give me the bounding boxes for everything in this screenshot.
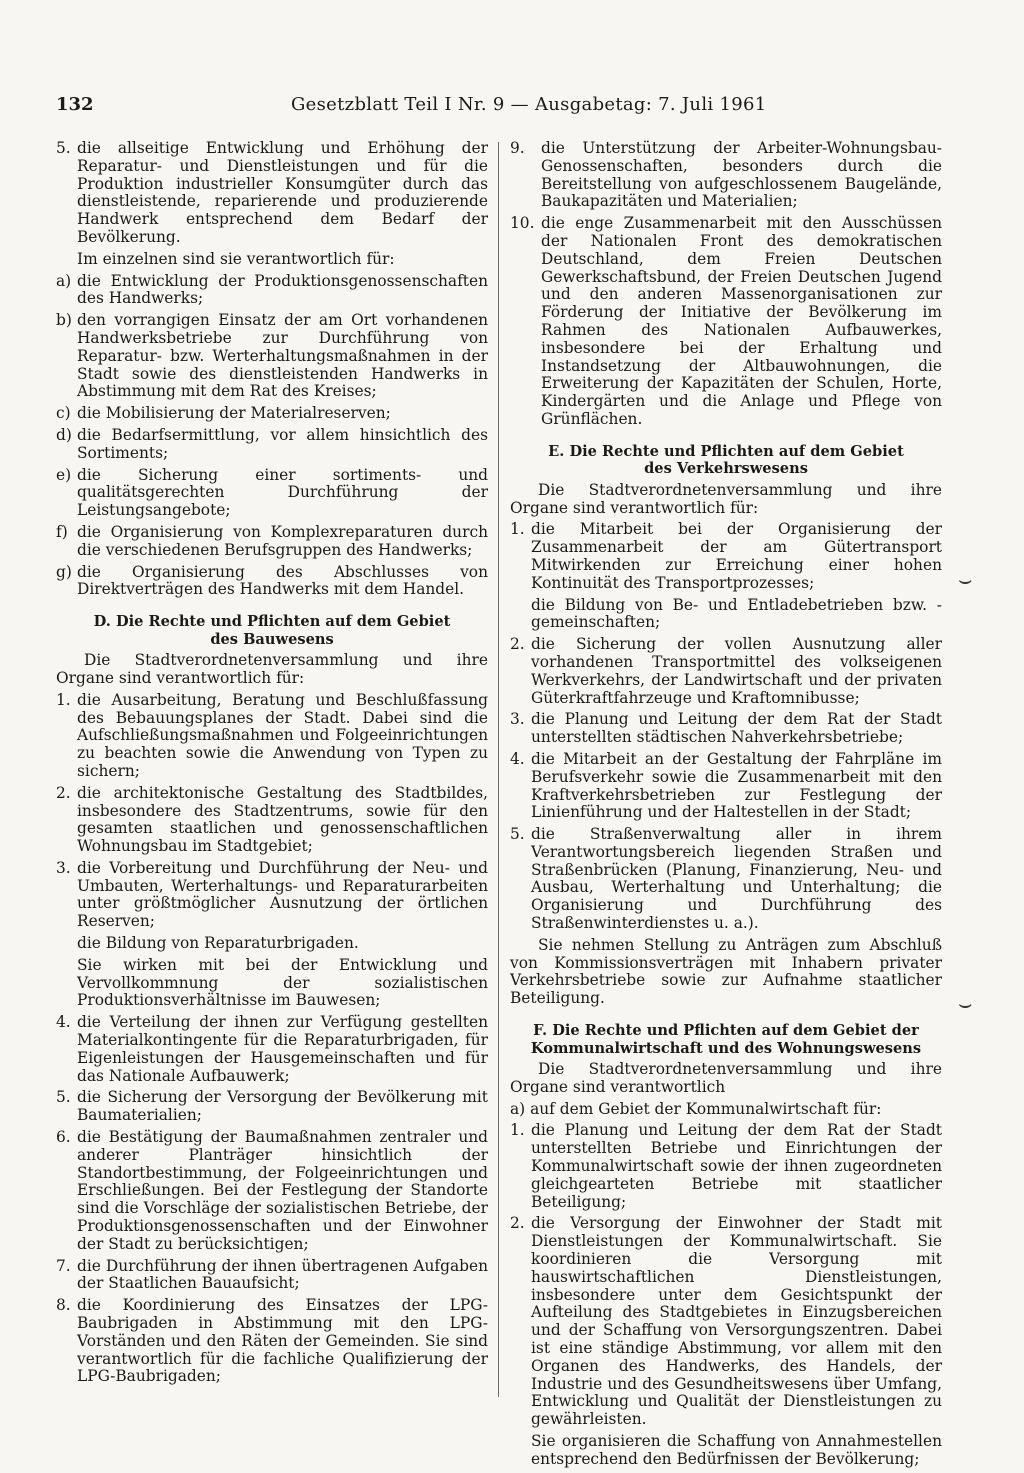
item-number: 10.	[510, 214, 535, 233]
page-number: 132	[56, 94, 94, 115]
paragraph: die Bildung von Reparaturbrigaden.	[77, 934, 359, 953]
list-item	[510, 140, 942, 211]
item-text: die Mobilisierung der Materialreserven;	[77, 404, 391, 423]
margin-check-mark: ⌣	[958, 568, 973, 593]
list-item	[56, 1258, 488, 1294]
paragraph: Die Stadtverordnetenversammlung und ihre Organe sind verantwortlich für:	[56, 651, 488, 687]
list-item	[510, 215, 942, 429]
item-text: die Planung und Leitung der dem Rat der Stadt unterstellten städtischen Nahverkehrsbetriebe;	[531, 710, 942, 747]
paragraph: a) auf dem Gebiet der Kommunalwirtschaft für:	[510, 1099, 882, 1118]
margin-check-mark: ⌣	[958, 992, 973, 1017]
list-item	[510, 751, 942, 822]
list-item	[510, 826, 942, 933]
list-item	[56, 312, 488, 401]
item-text: die Verteilung der ihnen zur Verfügung gestellten Materialkontingente für die Reparaturbrigaden, für Eigenleistungen der Hausgemeinschaften und für das Nationale Aufbauwerk;	[77, 1013, 488, 1085]
section-heading-d	[56, 613, 488, 648]
heading-line: E. Die Rechte und Pflichten auf dem Gebiet	[548, 442, 904, 460]
item-text: die Versorgung der Einwohner der Stadt mit Dienstleistungen der Kommunalwirtschaft. Sie koordinieren die Versorgung mit hauswirtschaftlichen Dienstleistungen, insbesondere unter dem Gesichtspunkt der Aufteilung des Stadtgebietes in Einzugsbereichen und der Schaffung von Versorgungszentren. Dabei ist eine ständige Abstimmung, vor allem mit den Organen des Handwerks, des Handels, der Industrie und des Gesundheitswesens über Umfang, Entwicklung und Qualität der Dienstleistungen zu gewährleisten.	[531, 1214, 942, 1429]
heading-line: des Verkehrswesens	[644, 460, 808, 478]
item-number: 1.	[510, 1121, 525, 1140]
item-text: die Bedarfsermittlung, vor allem hinsichtlich des Sortiments;	[77, 425, 488, 462]
item-text: die Organisierung des Abschlusses von Direktverträgen des Handwerks mit dem Handel.	[77, 562, 488, 599]
list-item	[510, 1122, 942, 1211]
paragraph: Die Stadtverordnetenversammlung und ihre Organe sind verantwortlich	[510, 1060, 942, 1096]
item-text: die Mitarbeit bei der Organisierung der Zusammenarbeit der am Gütertransport Mitwirkenden zur Erreichung einer hohen Kontinuität des Transportprozesses;	[531, 520, 942, 592]
item-text: die Sicherung einer sortiments- und qualitätsgerechten Durchführung der Leistungsangebote;	[77, 465, 488, 520]
paragraph: die Bildung von Be- und Entladebetrieben bzw. -gemeinschaften;	[531, 595, 942, 632]
item-number: 9.	[510, 139, 525, 157]
list-item	[56, 1089, 488, 1125]
item-text: die Durchführung der ihnen übertragenen Aufgaben der Staatlichen Bauaufsicht;	[77, 1256, 488, 1293]
item-number: 6.	[56, 1128, 71, 1147]
item-number: 1.	[510, 520, 525, 539]
item-text: die Koordinierung des Einsatzes der LPG-Baubrigaden in Abstimmung mit den LPG-Vorständen und den Räten der Gemeinden. Sie sind verantwortlich für die fachliche Qualifizierung der LPG-Baubrigaden;	[77, 1296, 488, 1386]
item-number: 7.	[56, 1256, 71, 1275]
item-number: 2.	[56, 783, 71, 802]
list-item	[56, 785, 488, 856]
list-item	[510, 711, 942, 747]
item-text: die Unterstützung der Arbeiter-Wohnungsbau-Genossenschaften, besonders durch die Bereitstellung von aufgeschlossenem Baugelände, Baukapazitäten und Materialien;	[541, 139, 942, 211]
item-letter: e)	[56, 465, 72, 484]
paragraph: Sie nehmen Stellung zu Anträgen zum Abschluß von Kommissionsverträgen mit Inhabern privater Verkehrsbetriebe sowie zur Aufnahme staatlicher Beteiligung.	[510, 935, 942, 1008]
paragraph: Sie organisieren die Schaffung von Annahmestellen entsprechend den Bedürfnissen der Bevölkerung;	[531, 1432, 942, 1468]
item-number: 4.	[56, 1013, 71, 1032]
heading-line: des Bauwesens	[210, 630, 334, 648]
item-text: die Mitarbeit an der Gestaltung der Fahrpläne im Berufsverkehr sowie die Zusammenarbeit mit den Kraftverkehrsbetrieben zur Festlegung der Linienführung und der Haltestellen in der Stadt;	[531, 749, 942, 822]
left-column	[56, 140, 488, 1390]
item-number: 8.	[56, 1296, 71, 1315]
item-text: die Sicherung der Versorgung der Bevölkerung mit Baumaterialien;	[77, 1088, 488, 1125]
heading-line: D. Die Rechte und Pflichten auf dem Gebiet	[93, 613, 451, 631]
list-item	[56, 524, 488, 560]
item-number: 5.	[56, 139, 71, 157]
paragraph: Im einzelnen sind sie verantwortlich für:	[77, 249, 395, 268]
item-text: die Vorbereitung und Durchführung der Neu- und Umbauten, Werterhaltungs- und Reparaturarbeiten unter größtmöglicher Ausnutzung der örtlichen Reserven;	[77, 858, 488, 931]
item-text: die Straßenverwaltung aller in ihrem Verantwortungsbereich liegenden Straßen und Straßenbrücken (Planung, Finanzierung, Neu- und Ausbau, Werterhaltung und Unterhaltung; die Organisierung und Durchführung des Straßenwinterdienstes u. a.).	[531, 825, 942, 933]
item-text: die allseitige Entwicklung und Erhöhung der Reparatur- und Dienstleistungen und für die Produktion industrieller Konsumgüter durch das dienstleistende, reparierende und produzierende Handwerk entsprechend dem Bedarf der Bevölkerung.	[77, 139, 488, 246]
heading-line: Kommunalwirtschaft und des Wohnungswesens	[530, 1039, 922, 1057]
list-item	[56, 427, 488, 463]
item-text: die Sicherung der vollen Ausnutzung aller vorhandenen Transportmittel des volkseigenen Werkverkehrs, der Landwirtschaft und der privaten Güterkraftfahrzeuge und Kraftomnibusse;	[531, 635, 942, 707]
item-letter: f)	[56, 522, 68, 541]
item-number: 2.	[510, 1214, 525, 1233]
item-letter: a)	[56, 271, 72, 290]
page-header-title: Gesetzblatt Teil I Nr. 9 — Ausgabetag: 7. Juli 1961	[291, 94, 767, 115]
item-text: die Entwicklung der Produktionsgenossenschaften des Handwerks;	[77, 271, 488, 308]
item-number: 3.	[56, 858, 71, 877]
sub-list	[56, 273, 488, 600]
list-item	[56, 405, 488, 423]
list-item	[56, 140, 488, 247]
item-number: 3.	[510, 710, 525, 729]
paragraph: Die Stadtverordnetenversammlung und ihre Organe sind verantwortlich für:	[510, 480, 942, 517]
column-rule	[498, 142, 499, 1397]
list-item	[510, 521, 942, 592]
right-column	[510, 140, 942, 1473]
item-text: die architektonische Gestaltung des Stadtbildes, insbesondere des Stadtzentrums, sowie für den gesamten staatlichen und genossenschaftlichen Wohnungsbau im Stadtgebiet;	[77, 783, 488, 856]
item-text: den vorrangigen Einsatz der am Ort vorhandenen Handwerksbetriebe zur Durchführung von Reparatur- bzw. Werterhaltungsmaßnahmen in der Stadt sowie des dienstleistenden Handwerks in Abstimmung mit dem Rat des Kreises;	[77, 311, 488, 401]
paragraph: Sie wirken mit bei der Entwicklung und Vervollkommnung der sozialistischen Produktionsverhältnisse im Bauwesen;	[77, 955, 488, 1010]
item-text: die enge Zusammenarbeit mit den Ausschüssen der Nationalen Front des demokratischen Deutschland, dem Freien Deutschen Gewerkschaftsbund, der Freien Deutschen Jugend und den anderen Massenorganisationen zur Förderung der Initiative der Bevölkerung im Rahmen des Nationalen Aufbauwerkes, insbesondere bei der Erhaltung und Instandsetzung der Altbauwohnungen, die Erweiterung der Kapazitäten der Schulen, Horte, Kindergärten und die Anlage und Pflege von Grünflächen.	[541, 214, 942, 428]
list-item	[56, 273, 488, 309]
list-item	[56, 564, 488, 600]
item-number: 5.	[56, 1088, 71, 1107]
list-item	[56, 467, 488, 520]
list-item	[56, 1297, 488, 1386]
list-item	[510, 1215, 942, 1429]
item-letter: c)	[56, 404, 71, 423]
list-item	[56, 1014, 488, 1085]
item-letter: b)	[56, 311, 72, 330]
list-item	[56, 692, 488, 781]
list-item	[56, 860, 488, 931]
section-heading-f	[510, 1022, 942, 1057]
list-item	[56, 1129, 488, 1254]
item-letter: d)	[56, 425, 72, 444]
item-number: 2.	[510, 635, 525, 654]
item-text: die Planung und Leitung der dem Rat der Stadt unterstellten Betriebe und Einrichtungen der Kommunalwirtschaft sowie der ihnen zugeordneten gleichgearteten Betriebe mit staatlicher Beteiligung;	[531, 1121, 942, 1211]
section-heading-e	[510, 443, 942, 478]
heading-line: F. Die Rechte und Pflichten auf dem Gebiet der	[533, 1022, 919, 1040]
item-text: die Ausarbeitung, Beratung und Beschlußfassung des Bebauungsplanes der Stadt. Dabei sind die Aufschließungsmaßnahmen und Folgeeinrichtungen zu beachten sowie die Anwendung von Typen zu sichern;	[77, 690, 488, 780]
item-number: 5.	[510, 825, 525, 844]
item-letter: g)	[56, 562, 72, 581]
list-item	[510, 636, 942, 707]
item-number: 4.	[510, 749, 525, 768]
item-text: die Organisierung von Komplexreparaturen durch die verschiedenen Berufsgruppen des Handwerks;	[77, 522, 488, 559]
item-text: die Bestätigung der Baumaßnahmen zentraler und anderer Planträger hinsichtlich der Standortbestimmung, der Folgeeinrichtungen und Erschließungen. Bei der Festlegung der Standorte sind die Vorschläge der sozialistischen Betriebe, der Produktionsgenossenschaften und der Einwohner der Stadt zu berücksichtigen;	[77, 1128, 488, 1253]
item-number: 1.	[56, 690, 71, 709]
